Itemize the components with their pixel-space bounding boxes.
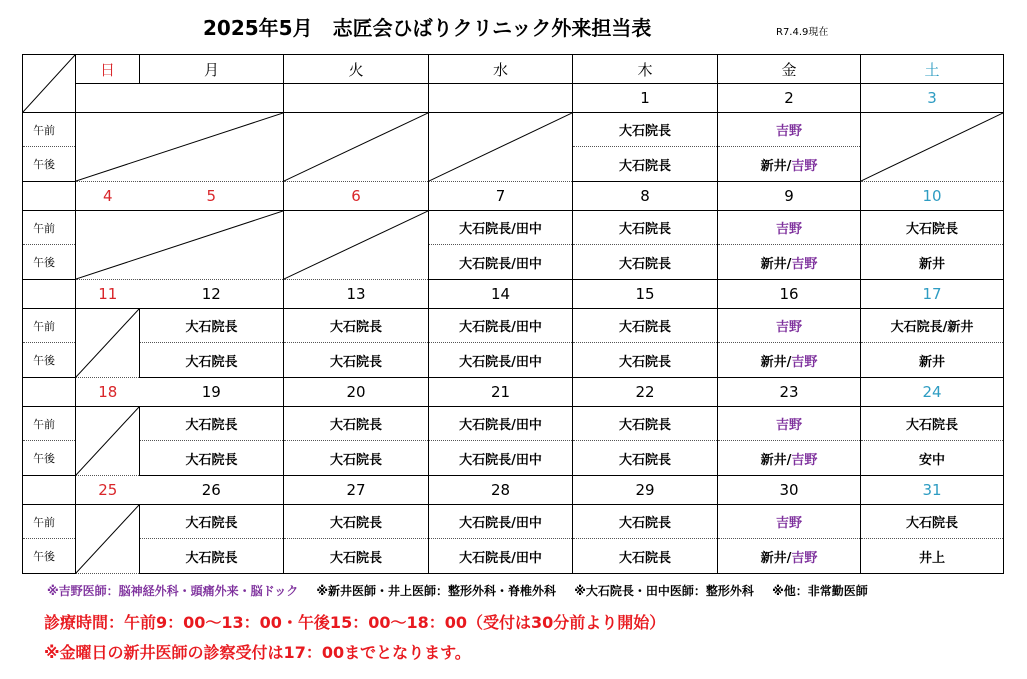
doctor-name: 吉野 (775, 418, 802, 433)
doctor-cell (429, 245, 573, 280)
doctor-name: 吉野 (791, 452, 818, 468)
doctor-name: 吉野 (775, 124, 802, 139)
doctor-name: 大石院長 (329, 550, 382, 566)
date-cell: 18 (76, 378, 140, 407)
doctor-name: 田中 (515, 320, 542, 335)
period-label-pm: 午後 (23, 245, 76, 280)
doctor-name: 吉野 (791, 550, 818, 566)
doctor-cell (573, 211, 718, 245)
note-others: ※他：非常勤医師 (772, 584, 868, 598)
date-cell: 19 (140, 378, 284, 407)
day-header-0: 日 (76, 55, 140, 84)
date-cell: 6 (284, 182, 429, 211)
separator: / (786, 550, 792, 566)
doctor-cell (861, 309, 1004, 343)
doctor-cell (284, 441, 429, 476)
closed-slash (284, 113, 428, 181)
doctor-cell (140, 309, 284, 343)
doctor-name: 田中 (515, 550, 542, 566)
doctor-cell (573, 309, 718, 343)
day-header-5: 金 (718, 55, 861, 84)
day-header-3: 水 (429, 55, 573, 84)
doctor-cell (861, 441, 1004, 476)
doctor-name: 大石院長 (618, 222, 671, 237)
doctor-cell (718, 147, 861, 182)
doctor-name: 大石院長 (329, 320, 382, 335)
separator: / (942, 320, 948, 335)
date-cell: 2 (718, 84, 861, 113)
date-cell: 13 (284, 280, 429, 309)
separator: / (511, 516, 516, 531)
doctor-cell (718, 539, 861, 574)
doctor-name: 大石院長 (459, 354, 512, 370)
doctor-name: 吉野 (775, 320, 802, 335)
closed-cell (861, 113, 1004, 182)
date-cell: 8 (573, 182, 718, 211)
hours-notice: 診療時間：午前9：00〜13：00・午後15：00〜18：00（受付は30分前より開始） (44, 613, 666, 632)
corner-cell (23, 55, 76, 113)
doctor-cell (718, 441, 861, 476)
date-cell: 1 (573, 84, 718, 113)
day-header-1: 月 (140, 55, 284, 84)
doctor-name: 田中 (515, 418, 542, 433)
doctor-cell (429, 211, 573, 245)
separator: / (511, 452, 516, 468)
separator: / (511, 256, 516, 272)
doctor-name: 大石院長 (185, 320, 238, 335)
doctor-cell (573, 245, 718, 280)
doctor-cell (573, 113, 718, 147)
note-arai-inoue: ※新井医師・井上医師：整形外科・脊椎外科 (316, 584, 557, 598)
period-label-pm: 午後 (23, 441, 76, 476)
separator: / (511, 354, 516, 370)
doctor-cell (284, 539, 429, 574)
period-label-am: 午前 (23, 211, 76, 245)
date-row-label (23, 476, 76, 505)
doctor-name: 大石院長 (618, 354, 671, 370)
date-cell: 27 (284, 476, 429, 505)
date-cell: 20 (284, 378, 429, 407)
doctor-cell (718, 505, 861, 539)
period-label-pm: 午後 (23, 147, 76, 182)
doctor-cell (140, 343, 284, 378)
doctor-cell (429, 539, 573, 574)
doctor-cell (573, 505, 718, 539)
doctor-cell (429, 343, 573, 378)
doctor-cell (573, 147, 718, 182)
date-cell: 16 (718, 280, 861, 309)
doctor-name: 吉野 (775, 516, 802, 531)
separator: / (511, 320, 516, 335)
doctor-name: 大石院長 (185, 354, 238, 370)
doctor-name: 大石院長 (185, 516, 238, 531)
separator: / (786, 158, 792, 174)
doctor-name: 大石院長 (459, 452, 512, 468)
doctor-cell (861, 343, 1004, 378)
closed-slash (76, 113, 283, 181)
doctor-name: 大石院長 (459, 256, 512, 272)
closed-slash (76, 211, 283, 279)
closed-cell (76, 407, 140, 476)
doctor-name: 新井 (760, 354, 787, 370)
day-header-4: 木 (573, 55, 718, 84)
doctor-name: 大石院長 (185, 550, 238, 566)
date-cell (76, 84, 140, 113)
as-of-date: R7.4.9現在 (776, 27, 829, 38)
closed-slash (284, 211, 428, 279)
doctor-cell (718, 113, 861, 147)
date-row-label (23, 378, 76, 407)
date-cell: 7 (429, 182, 573, 211)
closed-cell (429, 113, 573, 182)
doctor-cell (284, 309, 429, 343)
closed-slash (76, 407, 139, 475)
date-cell: 23 (718, 378, 861, 407)
date-cell (140, 84, 284, 113)
page-title: 2025年5月 志匠会ひばりクリニック外来担当表 (203, 16, 652, 40)
doctor-name: 大石院長 (459, 320, 512, 335)
period-label-pm: 午後 (23, 343, 76, 378)
doctor-cell (718, 343, 861, 378)
date-cell: 12 (140, 280, 284, 309)
doctor-name: 吉野 (775, 222, 802, 237)
doctor-cell (140, 441, 284, 476)
date-cell: 17 (861, 280, 1004, 309)
closed-cell (76, 113, 284, 182)
doctor-name: 大石院長 (185, 452, 238, 468)
date-cell: 11 (76, 280, 140, 309)
doctor-name: 大石院長 (329, 452, 382, 468)
date-cell: 21 (429, 378, 573, 407)
doctor-name: 吉野 (791, 256, 818, 272)
doctor-name: 大石院長 (618, 320, 671, 335)
closed-cell (284, 113, 429, 182)
doctor-cell (718, 245, 861, 280)
closed-slash (76, 309, 139, 377)
doctor-name: 田中 (515, 516, 542, 531)
friday-notice: ※金曜日の新井医師の診察受付は17：00までとなります。 (44, 643, 471, 662)
doctor-name: 大石院長 (618, 158, 671, 174)
doctor-cell (573, 407, 718, 441)
doctor-name: 大石院長 (459, 516, 512, 531)
separator: / (511, 550, 516, 566)
doctor-name: 新井 (918, 354, 945, 370)
doctor-name: 大石院長 (618, 418, 671, 433)
period-label-am: 午前 (23, 309, 76, 343)
date-cell: 5 (140, 182, 284, 211)
date-cell: 31 (861, 476, 1004, 505)
doctor-name: 大石院長 (905, 418, 958, 433)
doctor-name: 新井 (947, 320, 974, 335)
closed-slash (861, 113, 1003, 181)
date-cell: 10 (861, 182, 1004, 211)
doctor-cell (573, 343, 718, 378)
doctor-name: 大石院長 (618, 452, 671, 468)
date-cell: 24 (861, 378, 1004, 407)
closed-slash (429, 113, 572, 181)
schedule-table (22, 54, 1004, 574)
doctor-name: 大石院長 (618, 516, 671, 531)
date-cell: 22 (573, 378, 718, 407)
separator: / (511, 418, 516, 433)
doctor-cell (861, 211, 1004, 245)
doctor-name: 井上 (918, 550, 945, 566)
doctor-cell (429, 407, 573, 441)
doctor-cell (718, 407, 861, 441)
doctor-cell (140, 407, 284, 441)
date-cell: 4 (76, 182, 140, 211)
doctor-name: 大石院長 (905, 222, 958, 237)
doctor-cell (140, 539, 284, 574)
date-cell: 3 (861, 84, 1004, 113)
doctor-cell (718, 211, 861, 245)
closed-cell (284, 211, 429, 280)
date-cell (429, 84, 573, 113)
doctor-cell (861, 539, 1004, 574)
doctor-name: 新井 (760, 256, 787, 272)
period-label-pm: 午後 (23, 539, 76, 574)
doctor-name: 大石院長 (618, 550, 671, 566)
separator: / (511, 222, 516, 237)
doctor-name: 大石院長 (329, 354, 382, 370)
doctor-name: 大石院長 (329, 418, 382, 433)
date-row-label (23, 182, 76, 211)
doctor-name: 大石院長 (459, 222, 512, 237)
doctor-name: 大石院長 (459, 550, 512, 566)
doctor-cell (284, 407, 429, 441)
doctor-name: 大石院長 (329, 516, 382, 531)
period-label-am: 午前 (23, 113, 76, 147)
doctor-name: 吉野 (791, 354, 818, 370)
closed-cell (76, 505, 140, 574)
doctor-cell (429, 441, 573, 476)
doctor-cell (429, 309, 573, 343)
doctor-notes (47, 582, 882, 599)
date-cell: 9 (718, 182, 861, 211)
doctor-cell (140, 505, 284, 539)
date-cell: 29 (573, 476, 718, 505)
period-label-am: 午前 (23, 505, 76, 539)
doctor-name: 大石院長 (618, 256, 671, 272)
doctor-name: 田中 (515, 452, 542, 468)
doctor-cell (429, 505, 573, 539)
doctor-name: 大石院長 (905, 516, 958, 531)
note-yoshino: ※吉野医師：脳神経外科・頭痛外来・脳ドック (47, 584, 299, 598)
title-bar (0, 12, 1027, 42)
date-cell (284, 84, 429, 113)
doctor-cell (861, 245, 1004, 280)
separator: / (786, 354, 792, 370)
doctor-cell (284, 343, 429, 378)
date-cell: 15 (573, 280, 718, 309)
closed-slash (76, 505, 139, 573)
day-header-2: 火 (284, 55, 429, 84)
doctor-cell (718, 309, 861, 343)
doctor-name: 大石院長 (890, 320, 943, 335)
date-row-label (23, 280, 76, 309)
date-cell: 28 (429, 476, 573, 505)
period-label-am: 午前 (23, 407, 76, 441)
corner-slash (23, 55, 75, 112)
doctor-name: 大石院長 (185, 418, 238, 433)
doctor-name: 安中 (918, 452, 945, 468)
doctor-name: 新井 (760, 158, 787, 174)
doctor-name: 田中 (515, 354, 542, 370)
closed-cell (76, 211, 284, 280)
doctor-name: 田中 (515, 256, 542, 272)
separator: / (786, 452, 792, 468)
doctor-cell (284, 505, 429, 539)
doctor-name: 新井 (760, 452, 787, 468)
doctor-cell (573, 441, 718, 476)
note-oishi-tanaka: ※大石院長・田中医師：整形外科 (574, 584, 754, 598)
doctor-name: 大石院長 (618, 124, 671, 139)
doctor-name: 新井 (918, 256, 945, 272)
separator: / (786, 256, 792, 272)
doctor-cell (861, 505, 1004, 539)
doctor-cell (573, 539, 718, 574)
day-header-6: 土 (861, 55, 1004, 84)
doctor-name: 新井 (760, 550, 787, 566)
doctor-name: 田中 (515, 222, 542, 237)
date-cell: 25 (76, 476, 140, 505)
doctor-name: 吉野 (791, 158, 818, 174)
closed-cell (76, 309, 140, 378)
date-cell: 26 (140, 476, 284, 505)
doctor-name: 大石院長 (459, 418, 512, 433)
date-cell: 30 (718, 476, 861, 505)
doctor-cell (861, 407, 1004, 441)
date-cell: 14 (429, 280, 573, 309)
